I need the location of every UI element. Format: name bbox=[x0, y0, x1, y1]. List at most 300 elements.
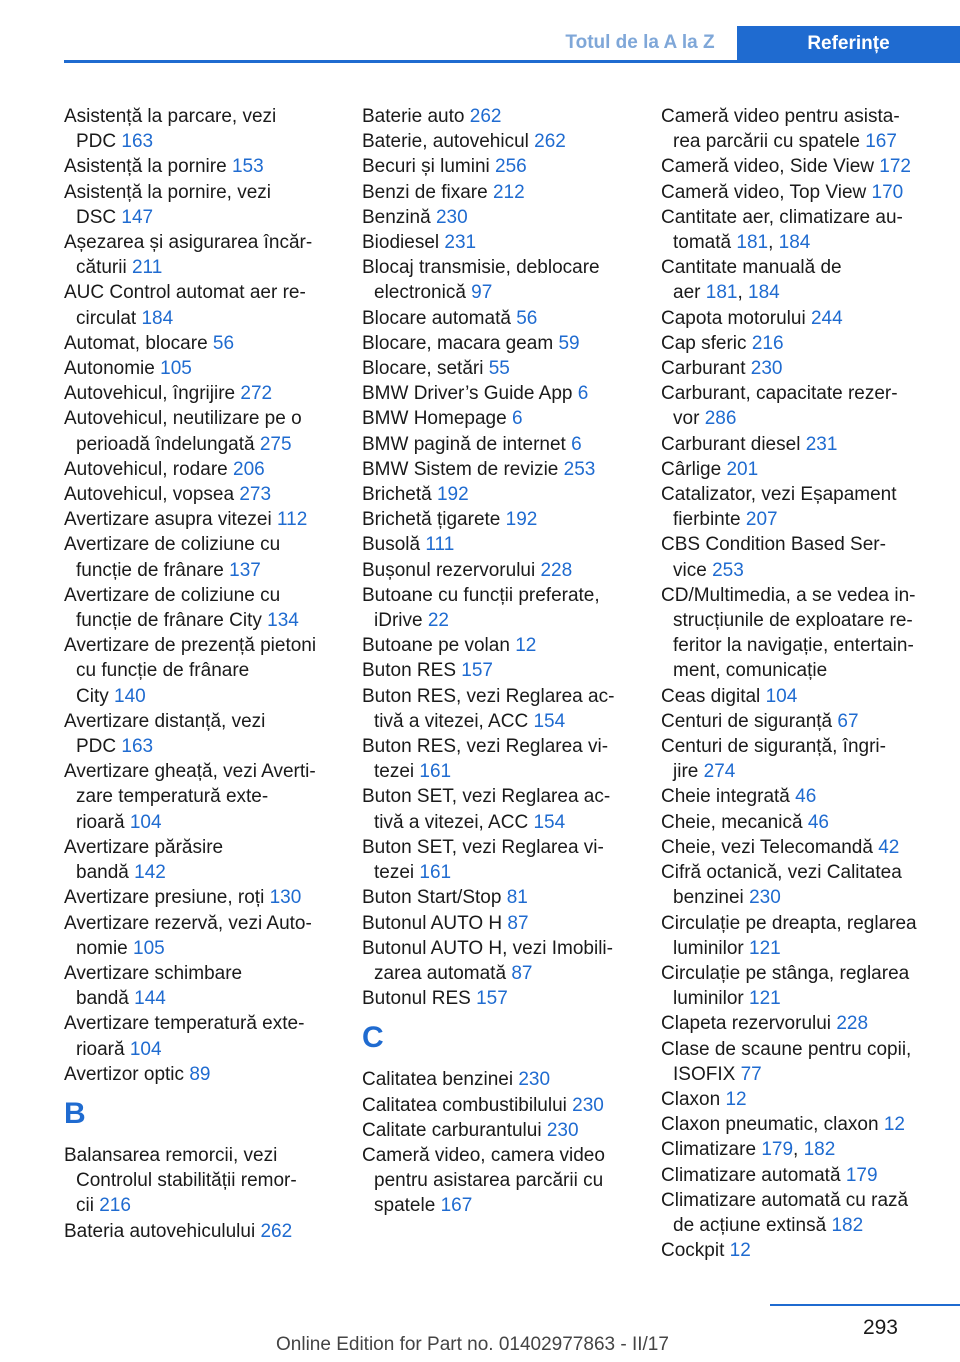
page-link[interactable]: 253 bbox=[563, 458, 596, 480]
index-entry bbox=[362, 911, 647, 936]
page-link[interactable]: 230 bbox=[546, 1119, 579, 1141]
index-entry bbox=[362, 558, 647, 583]
header-divider bbox=[64, 60, 960, 63]
index-entry bbox=[661, 1188, 960, 1238]
index-entry bbox=[64, 104, 349, 154]
index-entry: Climatizare 179, 182 bbox=[661, 1139, 836, 1161]
page-link[interactable]: 167 bbox=[440, 1195, 473, 1217]
index-column-1 bbox=[64, 104, 349, 1244]
index-entry bbox=[661, 784, 960, 809]
entry-text: tivă a vitezei, ACC bbox=[374, 710, 529, 732]
entry-text: Autovehicul, rodare bbox=[64, 458, 228, 480]
index-entry bbox=[362, 835, 647, 885]
index-entry bbox=[362, 986, 647, 1011]
entry-text: Blocare, setări bbox=[362, 358, 484, 380]
entry-text: feritor la navigație, entertain‐ bbox=[673, 635, 914, 657]
entry-text: Claxon pneumatic, claxon bbox=[661, 1114, 879, 1136]
page-link[interactable]: 275 bbox=[259, 433, 292, 455]
index-entry bbox=[362, 104, 647, 129]
entry-text: Bateria autovehiculului bbox=[64, 1220, 256, 1242]
entry-text: Avertizare de prezență pietoni bbox=[64, 635, 317, 657]
index-entry bbox=[362, 936, 647, 986]
entry-text: Cârlige bbox=[661, 458, 722, 480]
index-entry bbox=[661, 1112, 960, 1137]
index-entry bbox=[362, 180, 647, 205]
page-link[interactable]: 104 bbox=[765, 685, 798, 707]
entry-text: BMW pagină de internet bbox=[362, 433, 566, 455]
page-link[interactable]: 87 bbox=[507, 912, 529, 934]
index-entry bbox=[64, 1219, 349, 1244]
page-link[interactable]: 87 bbox=[511, 962, 533, 984]
index-entry bbox=[661, 482, 960, 532]
index-entry bbox=[661, 432, 960, 457]
page-link[interactable]: 172 bbox=[879, 156, 911, 178]
page-link[interactable]: 154 bbox=[533, 811, 566, 833]
entry-text: Balansarea remorcii, vezi bbox=[64, 1144, 278, 1166]
edition-footer: Online Edition for Part no. 01402977863 - II/17 bbox=[276, 1334, 669, 1355]
entry-text: Bușonul rezervorului bbox=[362, 559, 536, 581]
page-link[interactable]: 67 bbox=[837, 710, 859, 732]
entry-text: Busolă bbox=[362, 534, 421, 556]
index-entry bbox=[362, 255, 647, 305]
page-link[interactable]: 181 bbox=[736, 232, 769, 254]
index-entry bbox=[362, 331, 647, 356]
page-link[interactable]: 6 bbox=[511, 408, 523, 430]
entry-text: electronică bbox=[374, 282, 466, 304]
entry-text: Butonul AUTO H bbox=[362, 912, 503, 934]
entry-text: Avertizare distanță, vezi bbox=[64, 710, 266, 732]
index-entry bbox=[661, 1037, 960, 1087]
page-link[interactable]: 6 bbox=[571, 433, 582, 455]
entry-text: Cockpit bbox=[661, 1240, 725, 1262]
entry-text: Buton RES bbox=[362, 660, 456, 682]
page-link[interactable]: 42 bbox=[878, 836, 900, 858]
entry-text: Cameră video, Side View bbox=[661, 156, 874, 178]
index-entry bbox=[64, 583, 349, 633]
index-entry bbox=[64, 356, 349, 381]
entry-text: Benzi de fixare bbox=[362, 181, 488, 203]
index-entry bbox=[362, 230, 647, 255]
page-link[interactable]: 170 bbox=[871, 181, 904, 203]
entry-text: Carburant, capacitate rezer‐ bbox=[661, 383, 898, 405]
page-link[interactable]: 230 bbox=[750, 358, 783, 380]
entry-text: Cifră octanică, vezi Calitatea bbox=[661, 862, 902, 884]
index-entry: Cantitate aer, climatizare au‐ tomată 181, 184 bbox=[661, 206, 903, 254]
index-entry bbox=[64, 381, 349, 406]
page-link[interactable]: 256 bbox=[495, 156, 527, 178]
entry-text: ISOFIX bbox=[673, 1063, 736, 1085]
index-entry bbox=[661, 154, 960, 179]
index-entry bbox=[362, 482, 647, 507]
entry-text: vor bbox=[673, 408, 700, 430]
index-entry bbox=[362, 1143, 647, 1219]
page-link[interactable]: 286 bbox=[704, 408, 737, 430]
entry-text: Circulație pe stânga, reglarea bbox=[661, 962, 910, 984]
page-link[interactable]: 182 bbox=[803, 1139, 836, 1161]
entry-text: PDC bbox=[76, 131, 117, 153]
entry-text: Avertizare de coliziune cu bbox=[64, 534, 281, 556]
entry-text: CBS Condition Based Ser‐ bbox=[661, 534, 886, 556]
entry-text: Climatizare bbox=[661, 1139, 757, 1161]
index-entry bbox=[661, 180, 960, 205]
page-link[interactable]: 154 bbox=[533, 710, 566, 732]
index-entry bbox=[64, 885, 349, 910]
page-link[interactable]: 262 bbox=[534, 131, 566, 153]
page-link[interactable]: 262 bbox=[260, 1220, 293, 1242]
page-link[interactable]: 161 bbox=[419, 761, 452, 783]
page-link[interactable]: 228 bbox=[836, 1013, 869, 1035]
index-entry bbox=[362, 205, 647, 230]
entry-text: rioară bbox=[76, 1038, 125, 1060]
entry-text: Cheie, vezi Telecomandă bbox=[661, 836, 873, 858]
index-letter-heading: B bbox=[64, 1096, 86, 1130]
index-entry bbox=[661, 1238, 960, 1263]
entry-text: BMW Driver’s Guide App bbox=[362, 383, 573, 405]
page-link[interactable]: 137 bbox=[229, 559, 261, 581]
index-entry bbox=[64, 180, 349, 230]
entry-text: Autovehicul, îngrijire bbox=[64, 383, 236, 405]
entry-text: luminilor bbox=[673, 937, 744, 959]
page-link[interactable]: 201 bbox=[726, 458, 759, 480]
index-entry bbox=[64, 911, 349, 961]
page-link[interactable]: 230 bbox=[518, 1069, 551, 1091]
entry-text: vice bbox=[673, 559, 707, 581]
page-link[interactable]: 211 bbox=[131, 257, 163, 279]
entry-text: zare temperatură exte‐ bbox=[76, 786, 269, 808]
page-link[interactable]: 192 bbox=[505, 509, 538, 531]
index-entry bbox=[64, 482, 349, 507]
page-link[interactable]: 253 bbox=[712, 559, 744, 581]
page-link[interactable]: 59 bbox=[558, 332, 580, 354]
entry-text: Butonul AUTO H, vezi Imobili‐ bbox=[362, 937, 613, 959]
index-entry bbox=[661, 911, 960, 961]
page-link[interactable]: 144 bbox=[134, 988, 166, 1010]
entry-text: de acțiune extinsă bbox=[673, 1214, 827, 1236]
index-entry bbox=[64, 709, 349, 759]
entry-text: tezei bbox=[374, 761, 415, 783]
entry-text: Blocare automată bbox=[362, 307, 511, 329]
index-entry bbox=[64, 1062, 349, 1087]
index-letter-heading: C bbox=[362, 1021, 384, 1055]
index-entry bbox=[362, 633, 647, 658]
page-link[interactable]: 140 bbox=[114, 685, 146, 707]
index-entry: Cantitate manuală de aer 181, 184 bbox=[661, 257, 842, 304]
page-link[interactable]: 22 bbox=[427, 610, 449, 632]
entry-text: Climatizare automată cu rază bbox=[661, 1189, 909, 1211]
page-link[interactable]: 163 bbox=[121, 736, 154, 758]
entry-text: Cantitate manuală de bbox=[661, 257, 842, 279]
entry-text: Centuri de siguranță, îngri‐ bbox=[661, 736, 886, 758]
page-link[interactable]: 130 bbox=[269, 887, 302, 909]
entry-text: fierbinte bbox=[673, 509, 741, 531]
index-entry bbox=[64, 759, 349, 835]
index-entry bbox=[362, 154, 647, 179]
entry-text: Cap sferic bbox=[661, 332, 747, 354]
index-entry bbox=[362, 583, 647, 633]
entry-text: funcție de frânare bbox=[76, 559, 224, 581]
entry-text: Autovehicul, vopsea bbox=[64, 484, 235, 506]
page-link[interactable]: 216 bbox=[751, 332, 784, 354]
page-link[interactable]: 182 bbox=[831, 1214, 864, 1236]
page-link[interactable]: 6 bbox=[577, 383, 589, 405]
page-link[interactable]: 12 bbox=[729, 1240, 751, 1262]
entry-text: Asistență la pornire, vezi bbox=[64, 181, 271, 203]
page-link[interactable]: 184 bbox=[748, 282, 780, 304]
entry-text: Blocare, macara geam bbox=[362, 332, 554, 354]
entry-text: strucțiunile de exploatare re‐ bbox=[673, 610, 913, 632]
entry-text: Autonomie bbox=[64, 358, 155, 380]
page-link[interactable]: 184 bbox=[778, 232, 811, 254]
entry-text: Blocaj transmisie, deblocare bbox=[362, 257, 600, 279]
entry-text: Circulație pe dreapta, reglarea bbox=[661, 912, 917, 934]
page-link[interactable]: 12 bbox=[725, 1088, 747, 1110]
entry-text: Butoane pe volan bbox=[362, 635, 510, 657]
page-link[interactable]: 230 bbox=[435, 206, 468, 228]
index-entry bbox=[362, 532, 647, 557]
page-link[interactable]: 77 bbox=[740, 1063, 762, 1085]
index-entry bbox=[362, 356, 647, 381]
entry-text: Asistență la parcare, vezi bbox=[64, 106, 277, 127]
page-link[interactable]: 179 bbox=[761, 1139, 794, 1161]
page-link[interactable]: 272 bbox=[240, 383, 273, 405]
page-link[interactable]: 228 bbox=[540, 559, 573, 581]
section-tab[interactable]: Totul de la A la Z bbox=[565, 32, 715, 53]
page-link[interactable]: 46 bbox=[807, 811, 829, 833]
entry-text: Cameră video, Top View bbox=[661, 181, 867, 203]
entry-text: Cameră video pentru asista‐ bbox=[661, 106, 900, 127]
entry-text: Butonul RES bbox=[362, 988, 471, 1010]
entry-text: căturii bbox=[76, 257, 127, 279]
entry-text: AUC Control automat aer re‐ bbox=[64, 282, 306, 304]
page-link[interactable]: 104 bbox=[129, 1038, 162, 1060]
entry-text: Avertizare părăsire bbox=[64, 836, 224, 858]
entry-text: Benzină bbox=[362, 206, 431, 228]
page-number: 293 bbox=[862, 1316, 898, 1339]
index-entry bbox=[64, 633, 349, 709]
index-entry bbox=[362, 381, 647, 406]
entry-text: luminilor bbox=[673, 988, 744, 1010]
entry-text: Calitatea benzinei bbox=[362, 1069, 514, 1091]
chapter-tab[interactable]: Referințe bbox=[737, 26, 960, 62]
page-link[interactable]: 157 bbox=[461, 660, 493, 682]
entry-text: Buton SET, vezi Reglarea ac‐ bbox=[362, 786, 611, 808]
page-link[interactable]: 111 bbox=[425, 534, 455, 556]
page-link[interactable]: 56 bbox=[516, 307, 538, 329]
page-link[interactable]: 46 bbox=[795, 786, 817, 808]
index-entry bbox=[661, 306, 960, 331]
index-entry bbox=[661, 684, 960, 709]
index-entry bbox=[661, 457, 960, 482]
index-entry bbox=[362, 457, 647, 482]
index-column-3 bbox=[661, 104, 960, 1263]
page-link[interactable]: 230 bbox=[749, 887, 781, 909]
page-header bbox=[0, 0, 960, 62]
index-entry bbox=[64, 1011, 349, 1061]
index-entry bbox=[64, 406, 349, 456]
entry-text: Buton RES, vezi Reglarea vi‐ bbox=[362, 736, 609, 758]
entry-text: Controlul stabilității remor‐ bbox=[76, 1170, 297, 1192]
page-link[interactable]: 163 bbox=[121, 131, 154, 153]
entry-text: BMW Homepage bbox=[362, 408, 507, 430]
entry-text: aer bbox=[673, 282, 701, 304]
page-link[interactable]: 81 bbox=[506, 887, 528, 909]
entry-text: Avertizor optic bbox=[64, 1063, 185, 1085]
entry-text: Butoane cu funcții preferate, bbox=[362, 584, 600, 606]
page-link[interactable]: 55 bbox=[488, 358, 510, 380]
entry-text: benzinei bbox=[673, 887, 744, 909]
index-entry bbox=[661, 331, 960, 356]
page-link[interactable]: 56 bbox=[212, 332, 235, 354]
index-entry bbox=[661, 1163, 960, 1188]
page-link[interactable]: 231 bbox=[805, 433, 838, 455]
page-link[interactable]: 181 bbox=[705, 282, 738, 304]
index-entry bbox=[661, 810, 960, 835]
entry-text: Calitate carburantului bbox=[362, 1119, 542, 1141]
entry-text: Avertizare temperatură exte‐ bbox=[64, 1013, 305, 1035]
footer-divider bbox=[770, 1304, 960, 1306]
index-entry bbox=[64, 457, 349, 482]
page-link[interactable]: 153 bbox=[231, 156, 264, 178]
index-entry bbox=[362, 406, 647, 431]
entry-text: Claxon bbox=[661, 1088, 721, 1110]
entry-text: Buton SET, vezi Reglarea vi‐ bbox=[362, 836, 604, 858]
index-entry bbox=[661, 709, 960, 734]
page-link[interactable]: 179 bbox=[845, 1164, 878, 1186]
index-entry bbox=[64, 280, 349, 330]
page-link[interactable]: 212 bbox=[492, 181, 525, 203]
entry-text: Ceas digital bbox=[661, 685, 761, 707]
page-link[interactable]: 112 bbox=[276, 509, 308, 531]
page-link[interactable]: 105 bbox=[133, 937, 165, 959]
entry-text: CD/Multimedia, a se vedea in‐ bbox=[661, 584, 916, 606]
index-entry bbox=[362, 432, 647, 457]
page-link[interactable]: 216 bbox=[99, 1195, 131, 1217]
page-link[interactable]: 207 bbox=[745, 509, 778, 531]
index-entry bbox=[362, 658, 647, 683]
entry-text: Cameră video, camera video bbox=[362, 1144, 605, 1166]
entry-text: Avertizare gheață, vezi Averti‐ bbox=[64, 761, 316, 783]
entry-text: Carburant bbox=[661, 358, 746, 380]
index-entry bbox=[362, 1118, 647, 1143]
page-link[interactable]: 121 bbox=[749, 988, 781, 1010]
entry-text: Biodiesel bbox=[362, 232, 440, 254]
entry-text: Calitatea combustibilului bbox=[362, 1094, 567, 1116]
page-link[interactable]: 134 bbox=[267, 610, 299, 632]
index-entry bbox=[661, 532, 960, 582]
index-entry bbox=[661, 961, 960, 1011]
index-entry bbox=[661, 104, 960, 154]
entry-text: bandă bbox=[76, 988, 129, 1010]
entry-text: Clase de scaune pentru copii, bbox=[661, 1038, 912, 1060]
page-link[interactable]: 244 bbox=[810, 307, 843, 329]
page-link[interactable]: 157 bbox=[476, 988, 508, 1010]
entry-text: Avertizare asupra vitezei bbox=[64, 509, 272, 531]
entry-text: Centuri de siguranță bbox=[661, 710, 833, 732]
index-entry bbox=[362, 885, 647, 910]
index-entry bbox=[661, 734, 960, 784]
page-link[interactable]: 274 bbox=[703, 761, 736, 783]
index-entry bbox=[661, 860, 960, 910]
entry-text: Carburant diesel bbox=[661, 433, 801, 455]
page-link[interactable]: 12 bbox=[515, 635, 537, 657]
entry-text: Buton RES, vezi Reglarea ac‐ bbox=[362, 685, 615, 707]
entry-text: Automat, blocare bbox=[64, 332, 208, 354]
page-link[interactable]: 147 bbox=[121, 206, 154, 228]
index-entry bbox=[64, 230, 349, 280]
entry-text: BMW Sistem de revizie bbox=[362, 458, 559, 480]
page-link[interactable]: 262 bbox=[469, 106, 502, 127]
entry-text: tivă a vitezei, ACC bbox=[374, 811, 529, 833]
index-entry bbox=[64, 835, 349, 885]
index-entry bbox=[661, 1087, 960, 1112]
index-entry bbox=[64, 961, 349, 1011]
entry-text: tomată bbox=[673, 232, 732, 254]
index-entry bbox=[362, 1093, 647, 1118]
page-link[interactable]: 161 bbox=[419, 862, 452, 884]
entry-text: Clapeta rezervorului bbox=[661, 1013, 832, 1035]
index-entry bbox=[362, 1067, 647, 1092]
entry-text: Becuri și lumini bbox=[362, 156, 490, 178]
index-entry bbox=[661, 1011, 960, 1036]
entry-text: rea parcării cu spatele bbox=[673, 131, 860, 153]
entry-text: funcție de frânare City bbox=[76, 610, 262, 632]
page-link[interactable]: 142 bbox=[134, 862, 166, 884]
entry-text: circulat bbox=[76, 307, 137, 329]
entry-text: tezei bbox=[374, 862, 415, 884]
entry-text: Avertizare rezervă, vezi Auto‐ bbox=[64, 912, 312, 934]
index-entry bbox=[64, 532, 349, 582]
page-link[interactable]: 273 bbox=[239, 484, 272, 506]
entry-text: Asistență la pornire bbox=[64, 156, 227, 178]
page-link[interactable]: 231 bbox=[444, 232, 477, 254]
index-entry bbox=[362, 734, 647, 784]
index-entry bbox=[661, 583, 960, 684]
page-link[interactable]: 230 bbox=[572, 1094, 604, 1116]
index-entry bbox=[661, 356, 960, 381]
index-entry bbox=[64, 507, 349, 532]
page-link[interactable]: 167 bbox=[865, 131, 897, 153]
entry-text: Baterie auto bbox=[362, 106, 465, 127]
entry-text: zarea automată bbox=[374, 962, 507, 984]
page-link[interactable]: 97 bbox=[471, 282, 493, 304]
entry-text: Cheie integrată bbox=[661, 786, 790, 808]
index-entry bbox=[362, 784, 647, 834]
entry-text: cii bbox=[76, 1195, 94, 1217]
entry-text: Brichetă țigarete bbox=[362, 509, 501, 531]
index-entry bbox=[64, 1143, 349, 1219]
entry-text: iDrive bbox=[374, 610, 423, 632]
page-link[interactable]: 206 bbox=[233, 458, 265, 480]
page-link[interactable]: 184 bbox=[141, 307, 174, 329]
page-link[interactable]: 104 bbox=[129, 811, 162, 833]
entry-text: Buton Start/Stop bbox=[362, 887, 502, 909]
entry-text: Avertizare presiune, roți bbox=[64, 887, 265, 909]
entry-text: Climatizare automată bbox=[661, 1164, 841, 1186]
index-entry bbox=[362, 507, 647, 532]
page-link[interactable]: 192 bbox=[436, 484, 469, 506]
entry-text: rioară bbox=[76, 811, 125, 833]
index-entry bbox=[64, 154, 349, 179]
page-link[interactable]: 105 bbox=[160, 358, 192, 380]
entry-text: jire bbox=[673, 761, 699, 783]
page-link[interactable]: 12 bbox=[883, 1114, 905, 1136]
page-link[interactable]: 121 bbox=[749, 937, 781, 959]
index-entry bbox=[362, 306, 647, 331]
entry-text: Cantitate aer, climatizare au‐ bbox=[661, 206, 903, 228]
page-link[interactable]: 89 bbox=[189, 1063, 211, 1085]
entry-text: cu funcție de frânare bbox=[76, 660, 250, 682]
entry-text: perioadă îndelungată bbox=[76, 433, 255, 455]
